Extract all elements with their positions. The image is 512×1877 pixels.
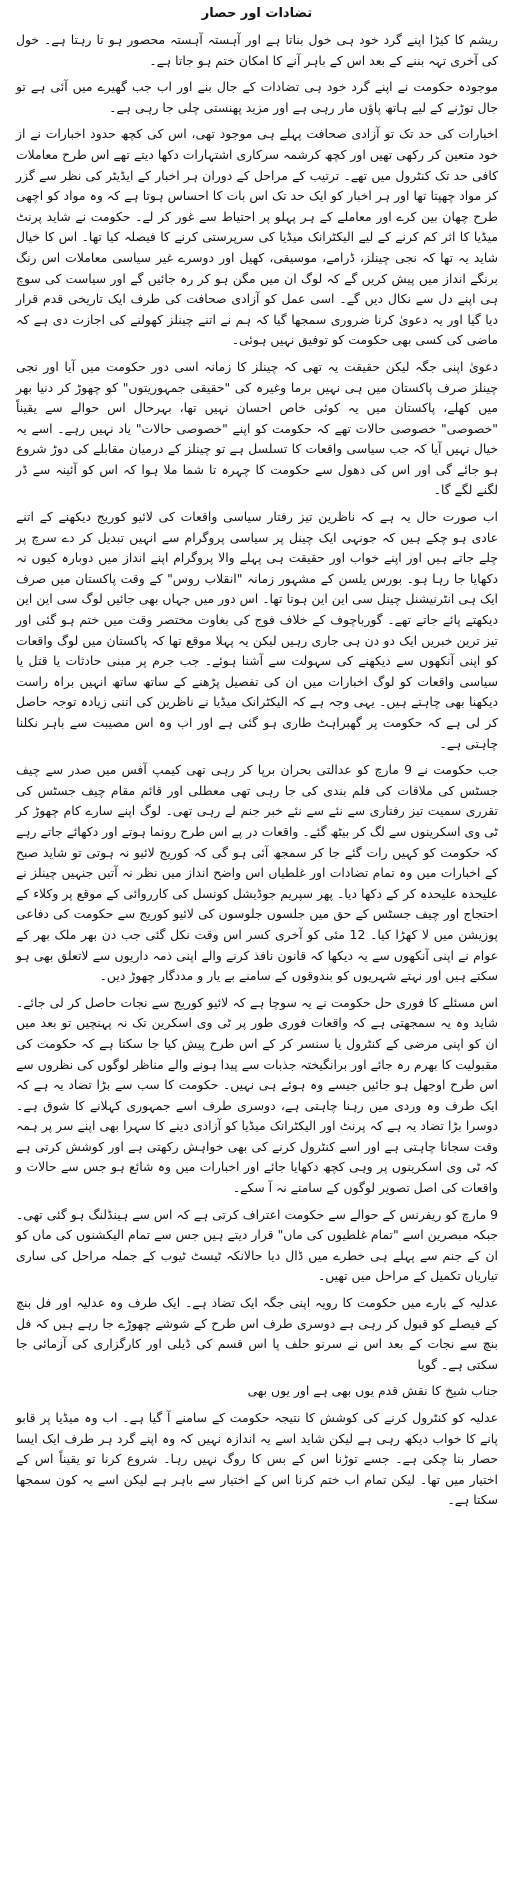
- article-body: [16, 30, 498, 1511]
- paragraph-9: عدلیہ کے بارے میں حکومت کا رویہ اپنی جگہ ایک تضاد ہے۔ ایک طرف وہ عدلیہ اور فل بنچ کے فیصلے کو قبول کر رہی ہے دوسری طرف اس طرح کے شوشے چھوڑے جا رہے ہیں کہ فل بنچ سے نجات کے بعد اس نے سرنو حلف پا اس قسم کی ڈیلی اور کارگزاری کی آزمائی جا سکتی ہے۔ گویا: [16, 1295, 498, 1372]
- paragraph-3: اخبارات کی حد تک تو آزادی صحافت پہلے ہی موجود تھی، اس کی کچھ حدود اخبارات نے از خود متعین کر رکھی تھیں اور کچھ کرشمہ سرکاری اشتہارات دکھا دیتے تھے اس طرح معاملات کافی حد تک کنٹرول میں تھے۔ ترتیب کے مراحل کے دوران ہر اخبار کے ایڈیٹر کی نظر سے گزر کر مواد چھپتا تھا اور ہر اخبار کو ایک حد تک اس بات کا احساس ہوتا ہے کہ وہ مواد کو اچھی طرح چھان بین کرے اور معاملے کے ہر پہلو پر احتیاط سے غور کر لے۔ حکومت نے شاید پرنٹ میڈیا کا اثر کم کرنے کے لیے الیکٹرانک میڈیا کی سرپرستی کرنے کا فیصلہ کیا تھا۔ اس کا خیال شاید یہ تھا کہ نجی چینلز، ڈرامے، موسیقی، کھیل اور دوسرے غیر سیاسی معاملات اس رنگ برنگے انداز میں پیش کریں گے کہ لوگ ان میں مگن ہو کر رہ جائیں گے اور سیاست کی سوچ ہی اپنے دل سے نکال دیں گے۔ اسی عمل کو آزادی صحافت کی طرف ایک تاریخی قدم قرار دیا گیا اور یہ دعویٰ کرنا ضروری سمجھا گیا کہ ہم نے اتنے چینلز کھولنے کی اجازت دی ہے کہ ماضی کی کسی بھی حکومت کو توفیق نہیں ہوئی۔: [16, 126, 498, 348]
- paragraph-10: عدلیہ کو کنٹرول کرنے کی کوشش کا نتیجہ حکومت کے سامنے آ گیا ہے۔ اب وہ میڈیا پر قابو پانے کا خواب دیکھ رہی ہے لیکن شاید اسے یہ اندازہ نہیں کہ وہ اپنے گرد ہر طرف ایک ایسا حصار بنا چکی ہے۔ جسے توڑنا اس کے بس کا روگ نہیں رہا۔ شروع کرنا تو یقیناً اس کے اختیار میں تھا۔ لیکن تمام اب ختم کرنا اس کے اختیار سے باہر ہے لیکن اسے یہ کون سمجھا سکتا ہے۔: [16, 1410, 498, 1508]
- paragraph-8: 9 مارچ کو ریفرنس کے حوالے سے حکومت اعتراف کرتی ہے کہ اس سے ہینڈلنگ ہو گئی تھی۔ جبکہ مبصرین اسے "تمام غلطیوں کی ماں" قرار دیتے ہیں جس سے تمام الیکشنوں کی ماں کو ان کے جنم سے پہلے ہی خطرے میں ڈال دیا حالانکہ ٹیسٹ ٹیوب کے جملہ مراحل کی ساری تیاریاں تکمیل کے مراحل میں تھیں۔: [16, 1206, 498, 1284]
- article-title: تضادات اور حصار: [201, 6, 313, 21]
- paragraph-7: اس مسئلے کا فوری حل حکومت نے یہ سوچا ہے کہ لائیو کوریج سے نجات حاصل کر لی جائے۔ شاید وہ یہ سمجھتی ہے کہ واقعات فوری طور پر ٹی وی اسکرین تک نہ پہنچیں تو بعد میں ان کو اپنی مرضی کے کنٹرول یا سنسر کر کے اس طرح پیش کیا جا سکتا ہے کہ حکومت کی مقبولیت کا بھرم رہ جائے اور برانگیختہ جذبات سے پیدا ہونے والے مناظر لوگوں کی نظروں سے اس طرح اوجھل ہو جائیں جیسے وہ ہوئے ہی نہیں۔ حکومت کا سب سے بڑا تضاد یہ ہے کہ ایک طرف وہ وردی میں رہنا چاہتی ہے، دوسری طرف اسے جمہوری کہلانے کا شوق ہے۔ دوسرا بڑا تضاد یہ ہے کہ پرنٹ اور الیکٹرانک میڈیا کو آزادی دینے کا سہرا بھی اپنے سر پر ہمہ وقت سجانا چاہتی ہے اور اسے کنٹرول کرنے کی بھی خواہش رکھتی ہے اور کوشش کرتی ہے کہ ٹی وی اسکرینوں پر وہی کچھ دکھایا جائے اور اخبارات میں وہ شائع ہو جس سے حالات و واقعات کی اصل تصویر لوگوں کے سامنے نہ آ سکے۔: [16, 994, 498, 1196]
- paragraph-1: ریشم کا کیڑا اپنے گرد خود ہی خول بناتا ہے اور آہستہ آہستہ محصور ہو تا رہتا ہے۔ خول کی آخری تہہ بننے کے بعد اس کے باہر آنے کا امکان ختم ہو جاتا ہے۔: [16, 32, 498, 68]
- paragraph-4: دعویٰ اپنی جگہ لیکن حقیقت یہ تھی کہ چینلز کا زمانہ اسی دور حکومت میں آیا اور نجی چینلز صرف پاکستان میں ہی نہیں برما وغیرہ کی "حقیقی جمہوریتوں" کو چھوڑ کر دنیا بھر میں کھلے، پاکستان میں یہ کوئی خاص احسان نہیں تھا، بہرحال اس حوالے سے یقیناً "خصوصی" خصوصی حالات تھے کہ حکومت کو اپنے "خصوصی حالات" یاد نہیں رہے۔ اسے یہ خیال نہیں آیا کہ جب سیاسی واقعات کا تسلسل ہے تو چینلز کے درمیان مقابلے کی دوڑ شروع ہو جائے گی اور اس کی دھول سے حکومت کا چہرہ تا شما ملا ہوا کہ اس کو آئینہ سے ڈر لگنے لگے گا۔: [16, 358, 498, 498]
- verse-line: جناب شیخ کا نقش قدم یوں بھی ہے اور یوں بھی: [247, 1383, 498, 1399]
- paragraph-2: موجودہ حکومت نے اپنے گرد خود ہی تضادات کے جال بنے اور اب جب گھیرے میں آئی ہے تو جال توڑنے کے لیے ہاتھ پاؤں مار رہی ہے اور مزید پھنستی چلی جا رہی ہے۔: [16, 79, 498, 115]
- paragraph-5: اب صورت حال یہ ہے کہ ناظرین تیز رفتار سیاسی واقعات کی لائیو کوریج دیکھنے کے اتنے عادی ہو چکے ہیں کہ جونہی ایک چینل پر سیاسی پروگرام سے انہیں تبدیل کر دے سرچ پر چلے جاتے ہیں اور اپنے خواب اور حقیقت ہی پہلے والا پروگرام اپنے انداز میں دوبارہ کیوں نہ دکھایا جا رہا ہو۔ بورس یلسن کے مشہور زمانہ "انقلاب روس" کے وقت پاکستان میں صرف ایک ہی انٹرنیشنل چینل سی این این ہوتا تھا۔ اس دور میں جہاں بھی جائیں لوگ سی این این دیکھتے پائے جاتے تھے۔ گورباچوف کے خلاف فوج کی بغاوت مختصر وقت میں ختم ہو گئی اور تیز ترین خبریں ایک دو دن ہی جاری رہیں لیکن یہ پہلا موقع تھا کہ پاکستان میں لوگ واقعات کو اپنی آنکھوں سے دیکھنے کی سہولت سے آشنا ہوئے۔ جب جرم پر مبنی حادثات یا قتل یا سیاسی واقعات کو لوگ اخبارات میں ان کی تفصیل پڑھنے کے ساتھ ساتھ انہیں براہ راست دیکھنا بھی چاہتے ہیں۔ یہی وجہ ہے کہ الیکٹرانک میڈیا نے ناظرین کی اتنی زیادہ توجہ حاصل کر لی ہے کہ حکومت پر گھبراہٹ طاری ہو گئی ہے اور اب وہ اس مصیبت سے باہر نکلنا چاہتی ہے۔: [16, 509, 498, 751]
- paragraph-6: جب حکومت نے 9 مارچ کو عدالتی بحران برپا کر رہی تھی کیمپ آفس میں صدر سے چیف جسٹس کی ملاقات کی فلم بندی کی جا رہی تھی معطلی اور قائم مقام چیف جسٹس کی تقرری سمیت تیز رفتاری سے نئے سے نئے خبر جنم لے رہی تھی۔ لوگ اپنے سارے کام چھوڑ کر ٹی وی اسکرینوں سے لگ کر بیٹھ گئے۔ واقعات در پے اس طرح رونما ہوتے اور دکھائے جاتے رہے کہ حکومت کو کہیں رات گئے جا کر سمجھ آئی ہو گی کہ کوریج لائیو نہ ہوتی تو شاید صبح کے اخبارات میں وہ تمام تضادات اور غلطیاں اس واضح انداز میں نظر نہ آتیں جنہیں چینلز نے علیحدہ علیحدہ کر کے دکھا دیا۔ پھر سپریم جوڈیشل کونسل کی کارروائی کے موقع پر وکلاء کے احتجاج اور چیف جسٹس کے حق میں جلسوں جلوسوں کی لائیو کوریج سے حکومت کی دفاعی پوزیشن میں لا کھڑا کیا۔ 12 مئی کو آخری کسر اس وقت نکل گئی جب دن بھر ملک بھر کے عوام نے اپنی آنکھوں سے یہ دیکھا کہ قانون نافذ کرنے والے اپنی ذمہ داریوں سے لاتعلق بھی ہو سکتے ہیں اور نہتے شہریوں کو بندوقوں کے سامنے بے یار و مددگار چھوڑ دیں۔: [16, 762, 498, 984]
